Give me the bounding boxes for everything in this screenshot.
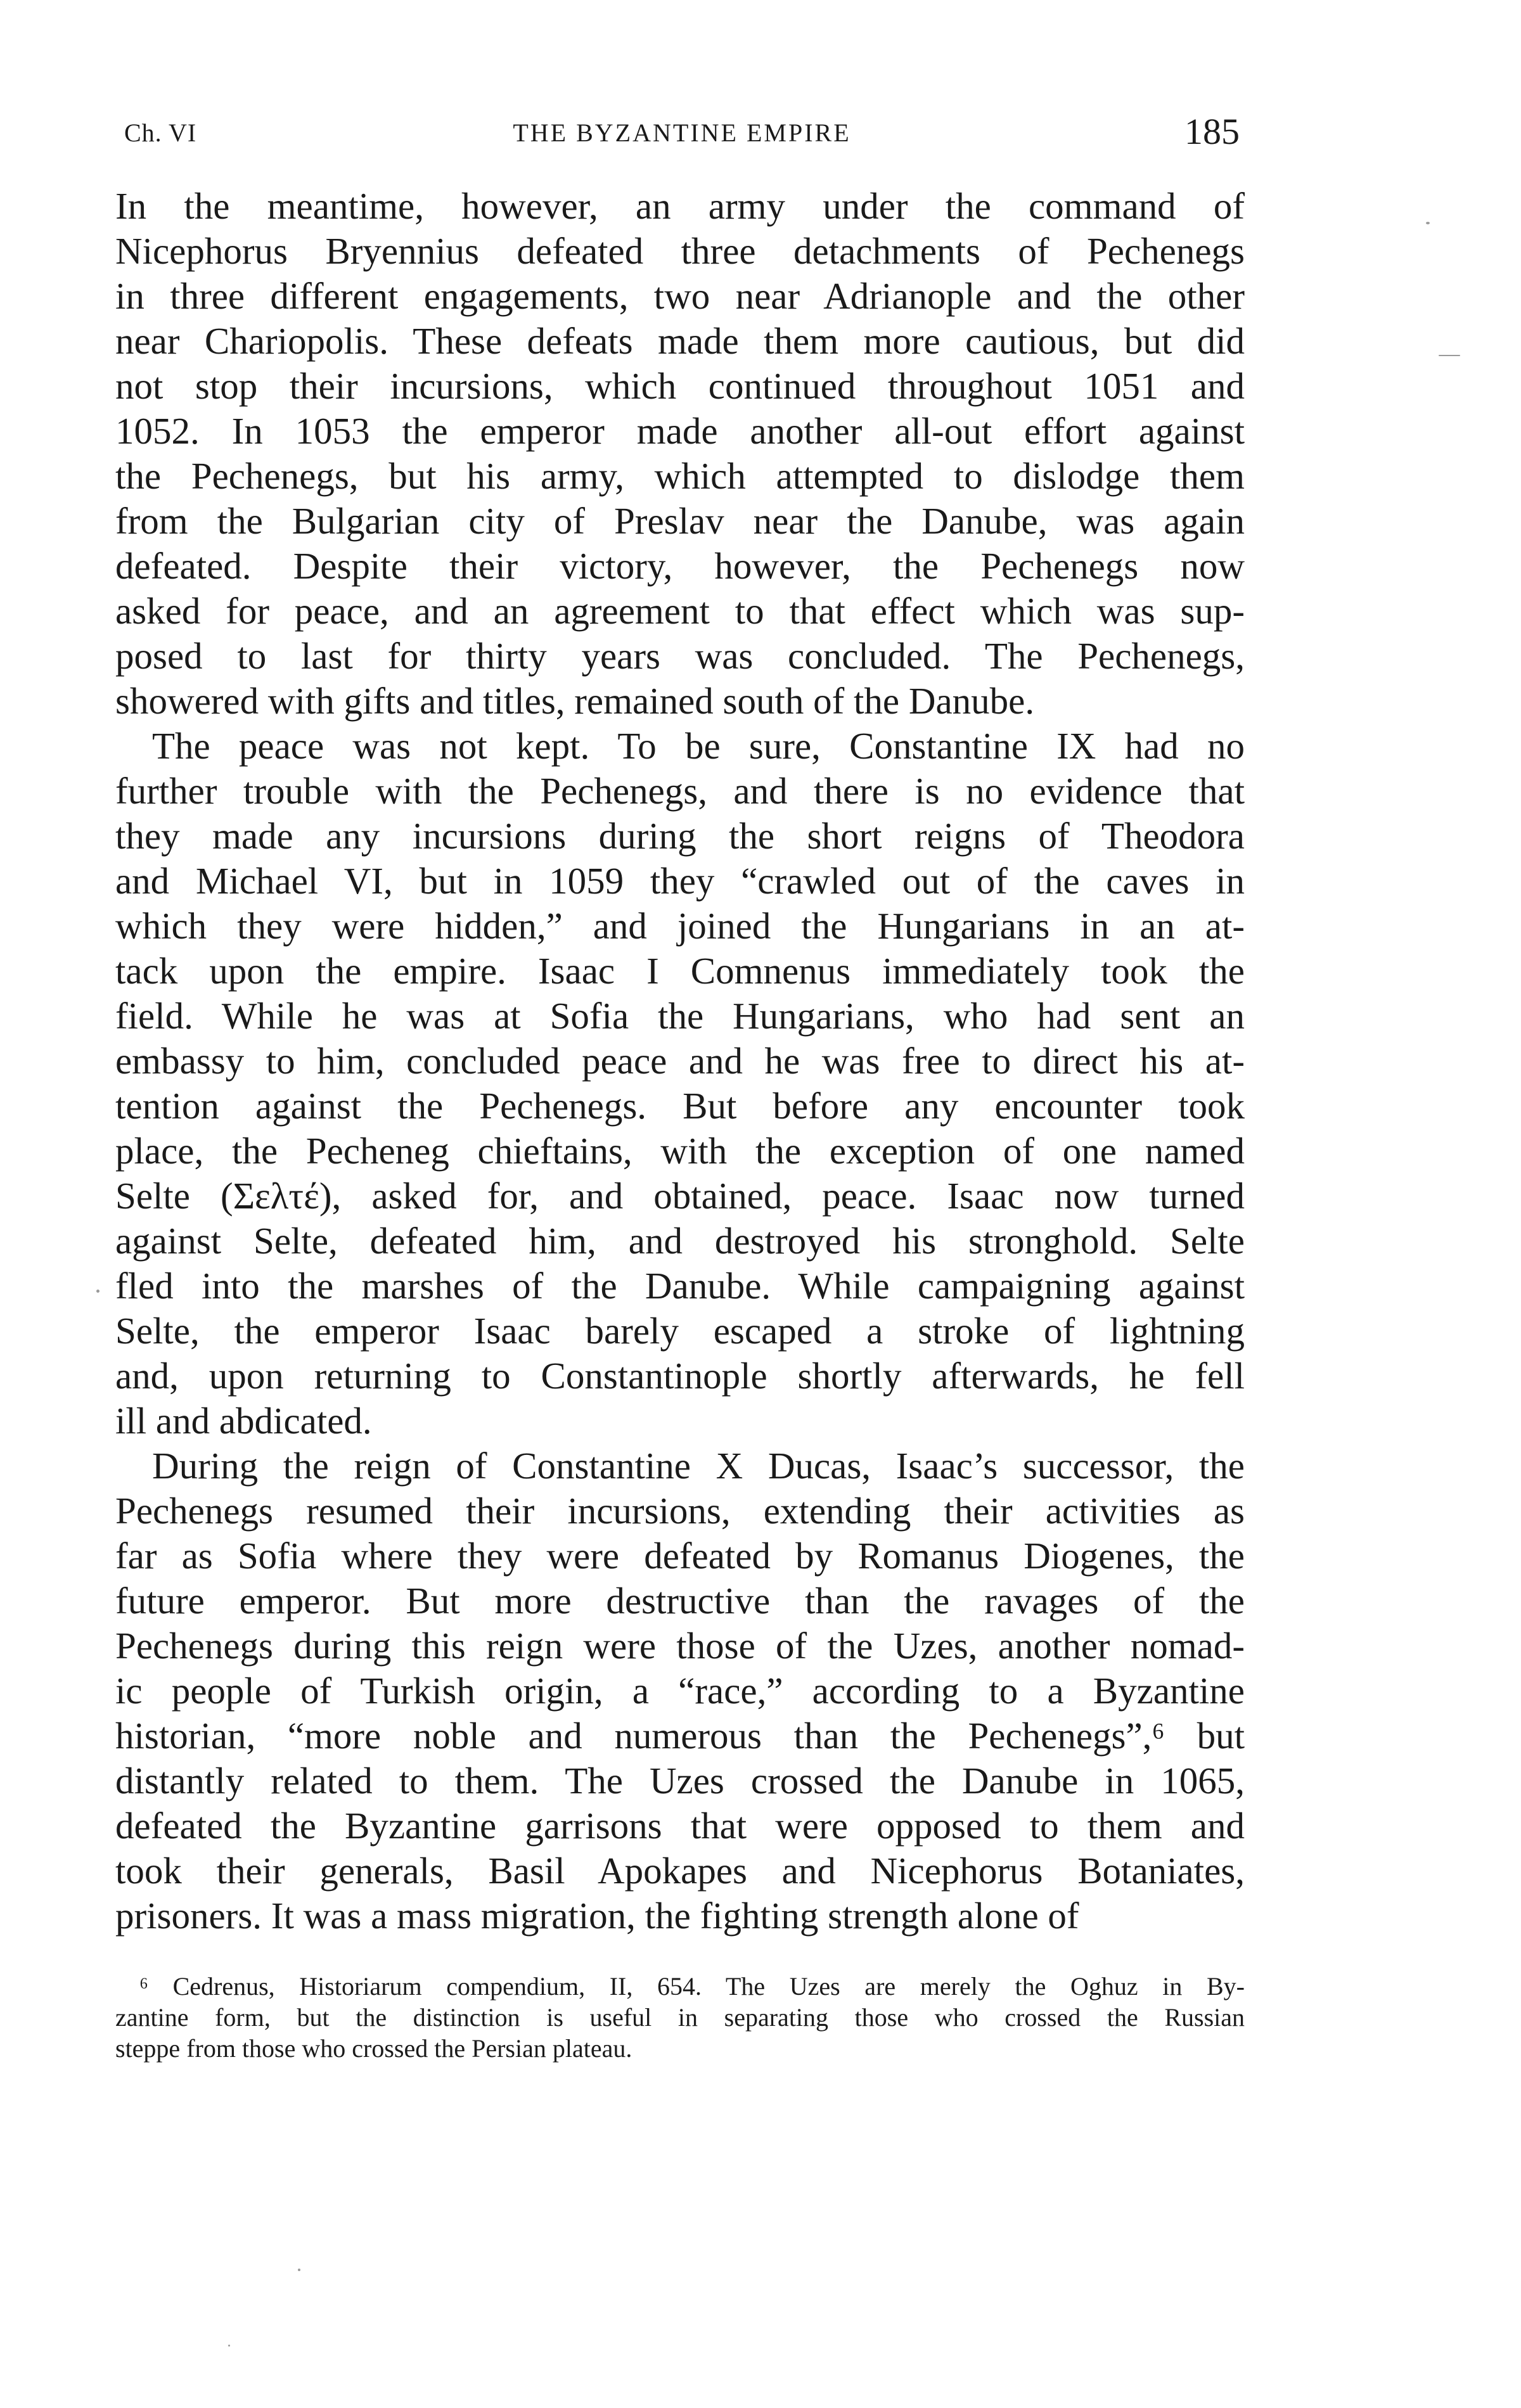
running-title: THE BYZANTINE EMPIRE: [513, 118, 851, 147]
paper-speck: [96, 1290, 99, 1293]
text-line: asked for peace, and an agreement to that effect which was sup-: [115, 590, 1245, 632]
text-line: showered with gifts and titles, remained south of the Danube.: [115, 680, 1035, 722]
text-line: ill and abdicated.: [115, 1400, 372, 1442]
footnotes: [115, 1971, 1245, 2064]
text-line: the Pechenegs, but his army, which attempted to dislodge them: [115, 455, 1245, 497]
body-text: [115, 184, 1245, 1938]
text-line: they made any incursions during the short reigns of Theodora: [115, 815, 1245, 857]
running-head: [124, 111, 1240, 158]
text-line: Pechenegs during this reign were those of the Uzes, another nomad-: [115, 1625, 1245, 1667]
text-line: The peace was not kept. To be sure, Constantine IX had no: [152, 725, 1245, 767]
paragraph: [115, 184, 1245, 724]
text-line: In the meantime, however, an army under the command of: [115, 185, 1245, 227]
text-line: and Michael VI, but in 1059 they “crawled out of the caves in: [115, 860, 1245, 902]
text-line: place, the Pecheneg chieftains, with the exception of one named: [115, 1130, 1245, 1172]
text-line: which they were hidden,” and joined the Hungarians in an at-: [115, 905, 1245, 947]
text-line: far as Sofia where they were defeated by Romanus Diogenes, the: [115, 1535, 1245, 1577]
text-line: 1052. In 1053 the emperor made another all-out effort against: [115, 410, 1245, 452]
text-line: not stop their incursions, which continued throughout 1051 and: [115, 365, 1245, 407]
paragraph: [115, 724, 1245, 1444]
paper-speck: [298, 2269, 300, 2271]
text-line: and, upon returning to Constantinople shortly afterwards, he fell: [115, 1355, 1245, 1397]
text-line: field. While he was at Sofia the Hungarians, who had sent an: [115, 995, 1245, 1037]
text-line: in three different engagements, two near Adrianople and the other: [115, 275, 1245, 317]
text-line: defeated the Byzantine garrisons that were opposed to them and: [115, 1805, 1245, 1847]
text-line: defeated. Despite their victory, however, the Pechenegs now: [115, 545, 1245, 587]
text-line: Nicephorus Bryennius defeated three detachments of Pechenegs: [115, 230, 1245, 272]
page-number: 185: [1184, 111, 1240, 152]
paper-speck: [1426, 222, 1430, 224]
text-line: future emperor. But more destructive than the ravages of the: [115, 1580, 1245, 1622]
text-line: distantly related to them. The Uzes crossed the Danube in 1065,: [115, 1760, 1245, 1802]
paragraph: [115, 1444, 1245, 1938]
text-line: prisoners. It was a mass migration, the fighting strength alone of: [115, 1895, 1079, 1937]
paper-speck: [1439, 355, 1460, 356]
text-line: ic people of Turkish origin, a “race,” according to a Byzantine: [115, 1670, 1245, 1712]
text-line: tention against the Pechenegs. But before any encounter took: [115, 1085, 1245, 1127]
text-line: fled into the marshes of the Danube. While campaigning against: [115, 1265, 1245, 1307]
text-line: Selte (Σελτέ), asked for, and obtained, peace. Isaac now turned: [115, 1175, 1245, 1217]
text-line: posed to last for thirty years was concluded. The Pechenegs,: [115, 635, 1245, 677]
text-line: During the reign of Constantine X Ducas, Isaac’s successor, the: [152, 1445, 1245, 1487]
text-line: further trouble with the Pechenegs, and there is no evidence that: [115, 770, 1245, 812]
footnote: [115, 1971, 1245, 2064]
text-line: near Chariopolis. These defeats made them more cautious, but did: [115, 320, 1245, 362]
text-line: tack upon the empire. Isaac I Comnenus immediately took the: [115, 950, 1245, 992]
text-line: Selte, the emperor Isaac barely escaped a stroke of lightning: [115, 1310, 1245, 1352]
footnote-line: steppe from those who crossed the Persian plateau.: [115, 2034, 632, 2063]
text-line: took their generals, Basil Apokapes and Nicephorus Botaniates,: [115, 1850, 1245, 1892]
text-line: against Selte, defeated him, and destroyed his stronghold. Selte: [115, 1220, 1245, 1262]
paper-speck: [228, 2345, 230, 2347]
text-line: historian, “more noble and numerous than the Pechenegs”,⁶ but: [115, 1715, 1245, 1757]
text-line: from the Bulgarian city of Preslav near the Danube, was again: [115, 500, 1245, 542]
footnote-line: ⁶ Cedrenus, Historiarum compendium, II, 654. The Uzes are merely the Oghuz in By-: [139, 1972, 1245, 2001]
chapter-label: Ch. VI: [124, 118, 197, 147]
footnote-line: zantine form, but the distinction is useful in separating those who crossed the Russian: [115, 2003, 1245, 2032]
text-line: embassy to him, concluded peace and he was free to direct his at-: [115, 1040, 1245, 1082]
text-line: Pechenegs resumed their incursions, extending their activities as: [115, 1490, 1245, 1532]
